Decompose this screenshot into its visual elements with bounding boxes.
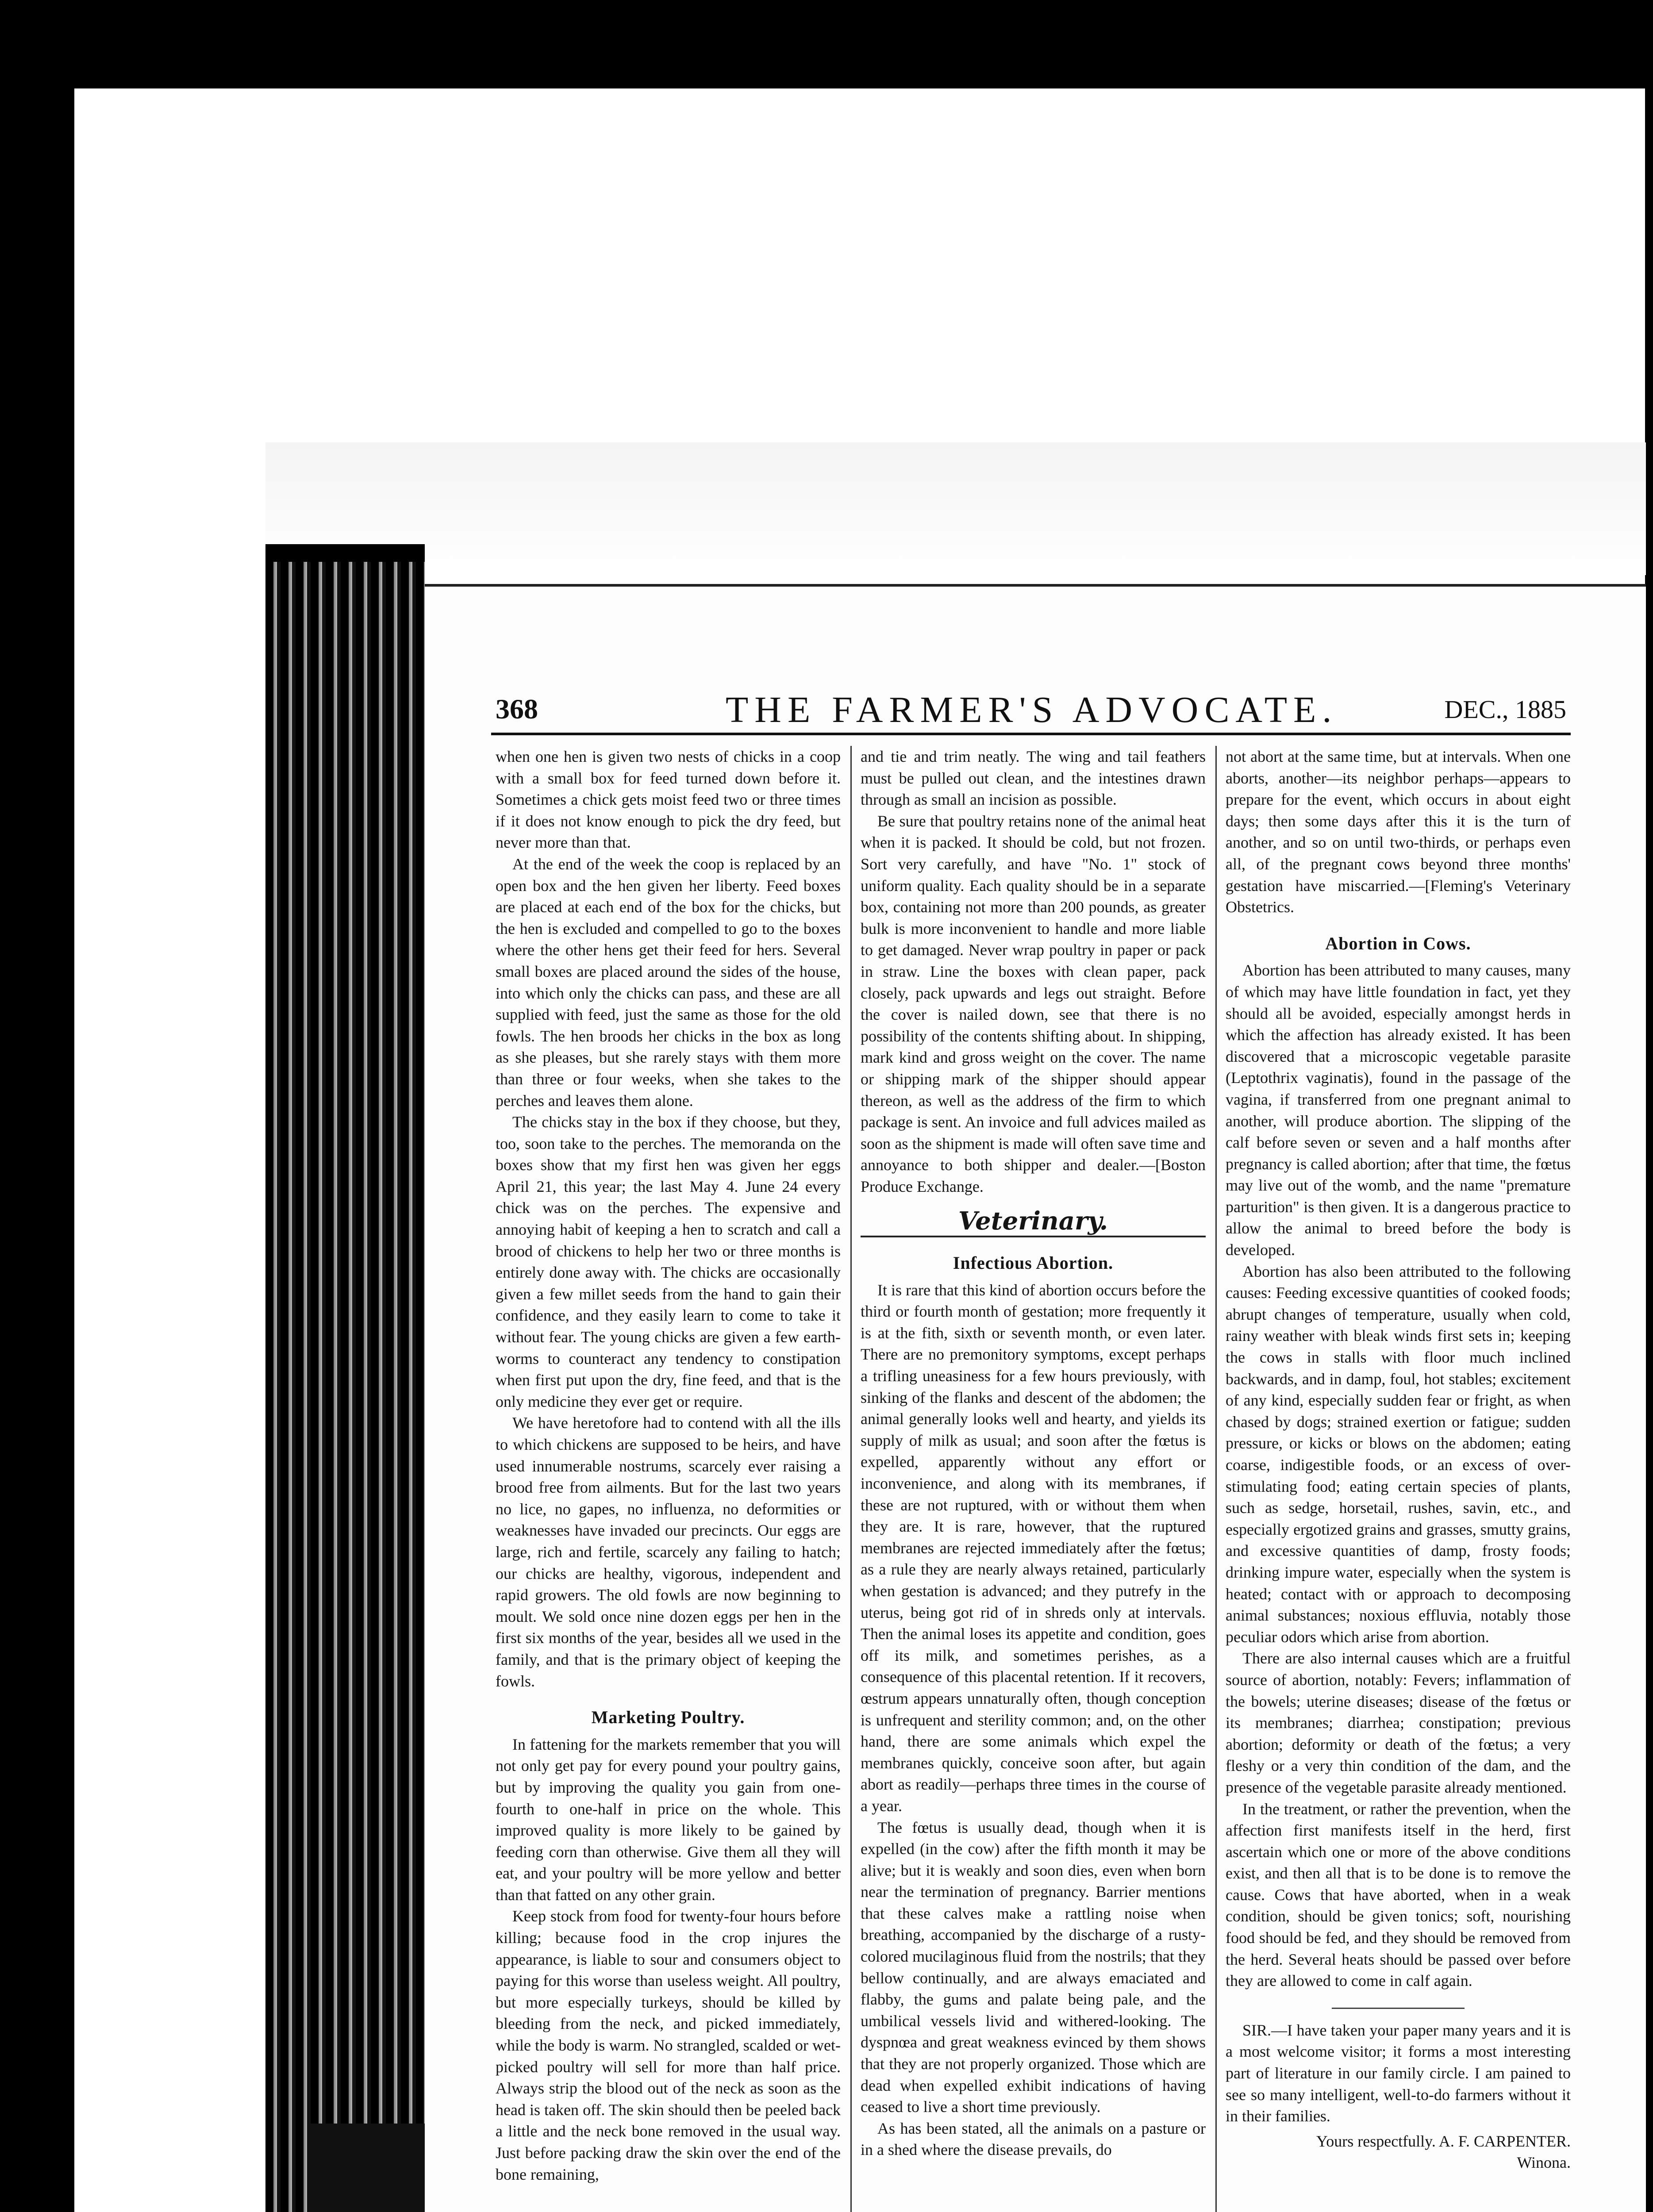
letter-paragraph: SIR.—I have taken your paper many years and it is a most welcome visitor; it forms a most interesting part of literature in our family circle. I am pained to see so many intelligent, well-to-do farmers without it in their families. xyxy=(1226,2021,1571,2125)
page-number: 368 xyxy=(496,693,538,725)
column-3 xyxy=(1226,746,1571,2174)
department-heading-veterinary: Veterinary. xyxy=(861,1210,1206,1237)
newspaper-page xyxy=(425,584,1646,2212)
paragraph: Abortion has been attributed to many causes, many of which may have little foundation in fact, yet they should all be avoided, especially amongst herds in which the affection has already existed. It has been discovered that a microscopic vegetable parasite (Leptothrix vaginatis), found in the passage of the vagina, if transferred from one pregnant animal to another, will produce abortion. The slipping of the calf before seven or seven and a half months after pregnancy is called abortion; after that time, the fœtus may live out of the womb, and the name "premature parturition" is then given. It is a dangerous practice to allow the animal to breed before the body is developed. xyxy=(1226,961,1571,1259)
paragraph: At the end of the week the coop is replaced by an open box and the hen given her liberty. Feed boxes are placed at each end of the box for the chicks, but the hen is excluded and compelled to go to the boxes where the other hens get their feed for hers. Several small boxes are placed around the sides of the house, into which only the chicks can pass, and these are all supplied with feed, just the same as those for the old fowls. The hen broods her chicks in the box as long as she pleases, but she rarely stays with them more than three or four weeks, when she takes to the perches and leaves them alone. xyxy=(496,855,841,1110)
paragraph: As has been stated, all the animals on a pasture or in a shed where the disease prevails, do xyxy=(861,2119,1206,2159)
journal-title: THE FARMER'S ADVOCATE. xyxy=(726,689,1338,730)
page-header xyxy=(496,688,1566,733)
section-rule xyxy=(1332,2008,1465,2009)
paragraph: when one hen is given two nests of chicks in a coop with a small box for feed turned down before it. Sometimes a chick gets moist feed two or three times if it does not know enough to pick the dry feed, but never more than that. xyxy=(496,748,841,852)
paragraph: There are also internal causes which are a fruitful source of abortion, notably: Fevers; inflammation of the bowels; uterine diseases; disease of the fœtus or its membranes; diarrhea; constipation; previous abortion; deformity or death of the fœtus; a very fleshy or a very thin condition of the dam, and the presence of the vegetable parasite already mentioned. xyxy=(1226,1649,1571,1796)
letter-signature: Yours respectfully. A. F. CARPENTER. xyxy=(1316,2132,1571,2150)
paragraph: It is rare that this kind of abortion occurs before the third or fourth month of gestation; more frequently it is at the fith, sixth or seventh month, or even later. There are no premonitory symptoms, except perhaps a trifling uneasiness for a few hours previously, with sinking of the flanks and descent of the abdomen; the animal generally looks well and hearty, and yields its supply of milk as usual; and soon after the fœtus is expelled, apparently without any effort or inconvenience, and along with its membranes, if these are not ruptured, with or without them when they are. It is rare, however, that the ruptured membranes are rejected immediately after the fœtus; as a rule they are nearly always retained, particularly when gestation is advanced; and they putrefy in the uterus, being got rid of in shreds only at intervals. Then the animal loses its appetite and condition, goes off its milk, and sometimes perishes, as a consequence of this placental retention. If it recovers, œstrum appears unnaturally often, though conception is unfrequent and sterility common; and, on the other hand, there are some animals which expel the membranes quickly, conceive soon after, but again abort as readily—perhaps three times in the course of a year. xyxy=(861,1281,1206,1815)
paragraph: Abortion has also been attributed to the following causes: Feeding excessive quantities of cooked foods; abrupt changes of temperature, usually when cold, rainy weather with bleak winds first sets in; keeping the cows in stalls with floor much inclined backwards, and in damp, foul, hot stables; excitement of any kind, especially sudden fear or fright, as when chased by dogs; strained exertion or fatigue; sudden pressure, or kicks or blows on the abdomen; eating coarse, indigestible foods, or an excess of over-stimulating food; eating certain species of plants, such as sedge, horsetail, rushes, savin, etc., and especially ergotized grains and grasses, smutty grains, and excessive quantities of damp, frosty foods; drinking impure water, especially when the system is heated; contact with or approach to decomposing animal substances; noxious effluvia, notably those peculiar odors which arise from abortion. xyxy=(1226,1262,1571,1646)
column-2 xyxy=(861,746,1206,2161)
paragraph: The fœtus is usually dead, though when it is expelled (in the cow) after the fifth month it may be alive; but it is weakly and soon dies, even when born near the termination of pregnancy. Barrier mentions that these calves make a rattling noise when breathing, accompanied by the discharge of a rusty-colored mucilaginous fluid from the nostrils; that they bellow continually, and are always emaciated and flabby, the gums and palate being pale, and the umbilical vessels livid and withered-looking. The dyspnœa and great weakness evinced by them shows that they are not properly organized. Those which are dead when expelled exhibit indications of having ceased to live a short time previously. xyxy=(861,1818,1206,2116)
article-heading-marketing-poultry: Marketing Poultry. xyxy=(591,1707,745,1728)
paragraph: Be sure that poultry retains none of the animal heat when it is packed. It should be cold, but not frozen. Sort very carefully, and have "No. 1" stock of uniform quality. Each quality should be in a separate box, containing not more than 200 pounds, as greater bulk is more inconvenient to handle and more liable to get damaged. Never wrap poultry in paper or pack in straw. Line the boxes with clean paper, pack closely, pack upwards and legs out straight. Before the cover is nailed down, see that there is no possibility of the contents shifting about. In shipping, mark kind and gross weight on the cover. The name or shipping mark of the shipper should appear thereon, as well as the address of the firm to which package is sent. An invoice and full advices mailed as soon as the shipment is made will often save time and annoyance to both shipper and dealer.—[Boston Produce Exchange. xyxy=(861,812,1206,1195)
paragraph: In fattening for the markets remember that you will not only get pay for every pound your poultry gains, but by improving the quality you gain from one-fourth to one-half in price on the whole. This improved quality is more likely to be gained by feeding corn than otherwise. Give them all they will eat, and your poultry will be more yellow and better than that fatted on any other grain. xyxy=(496,1735,841,1904)
paragraph: and tie and trim neatly. The wing and tail feathers must be pulled out clean, and the intestines drawn through as small an incision as possible. xyxy=(861,748,1206,809)
article-heading-abortion-in-cows: Abortion in Cows. xyxy=(1325,933,1471,953)
book-page-edges xyxy=(265,544,425,2212)
page-shadow xyxy=(265,442,1646,575)
column-divider xyxy=(1215,746,1217,2212)
article-heading-infectious-abortion: Infectious Abortion. xyxy=(953,1253,1114,1273)
paragraph: The chicks stay in the box if they choose, but they, too, soon take to the perches. The memoranda on the boxes show that my first hen was given her eggs April 21, this year; the last May 4. June 24 every chick was on the perches. The expensive and annoying habit of keeping a hen to scratch and call a brood of chickens to help her two or three months is entirely done away with. The chicks are occasionally given a few millet seeds from the hand to gain their confidence, and they easily learn to come to take it without fear. The young chicks are given a few earth-worms to counteract any tendency to constipation when first put upon the dry, fine feed, and that is the only medicine they ever get or require. xyxy=(496,1113,841,1410)
issue-date: DEC., 1885 xyxy=(1444,695,1566,724)
paragraph: We have heretofore had to contend with all the ills to which chickens are supposed to be heirs, and have used innumerable nostrums, scarcely ever raising a brood free from ailments. But for the last two years no lice, no gapes, no influenza, no deformities or weaknesses have invaded our precincts. Our eggs are large, rich and fertile, scarcely any failing to hatch; our chicks are healthy, vigorous, independent and rapid growers. The old fowls are now beginning to moult. We sold once nine dozen eggs per hen in the first six months of the year, besides all we used in the family, and that is the primary object of keeping the fowls. xyxy=(496,1414,841,1690)
paragraph: In the treatment, or rather the prevention, when the affection first manifests itself in the herd, first ascertain which one or more of the above conditions exist, and then all that is to be done is to remove the cause. Cows that have aborted, when in a weak condition, should be given tonics; soft, nourishing food should be fed, and they should be removed from the herd. Several heats should be passed over before they are allowed to come in calf again. xyxy=(1226,1800,1571,1990)
header-rule xyxy=(491,733,1571,735)
paragraph: Keep stock from food for twenty-four hours before killing; because food in the crop injures the appearance, is liable to sour and consumers object to paying for this worse than useless weight. All poultry, but more especially turkeys, should be killed by bleeding from the neck, and picked immediately, while the body is warm. No strangled, scalded or wet-picked poultry will sell for more than half price. Always strip the blood out of the neck as soon as the head is taken off. The skin should then be peeled back a little and the neck bone removed in the usual way. Just before packing draw the skin over the end of the bone remaining, xyxy=(496,1907,841,2183)
column-1 xyxy=(496,746,841,2185)
column-divider xyxy=(850,746,852,2212)
paragraph: not abort at the same time, but at intervals. When one aborts, another—its neighbor perhaps—appears to prepare for the event, which occurs in about eight days; then some days after this it is the turn of another, and so on until two-thirds, or perhaps even all, of the pregnant cows beyond three months' gestation have miscarried.—[Fleming's Veterinary Obstetrics. xyxy=(1226,748,1571,916)
letter-place: Winona. xyxy=(1517,2154,1571,2172)
